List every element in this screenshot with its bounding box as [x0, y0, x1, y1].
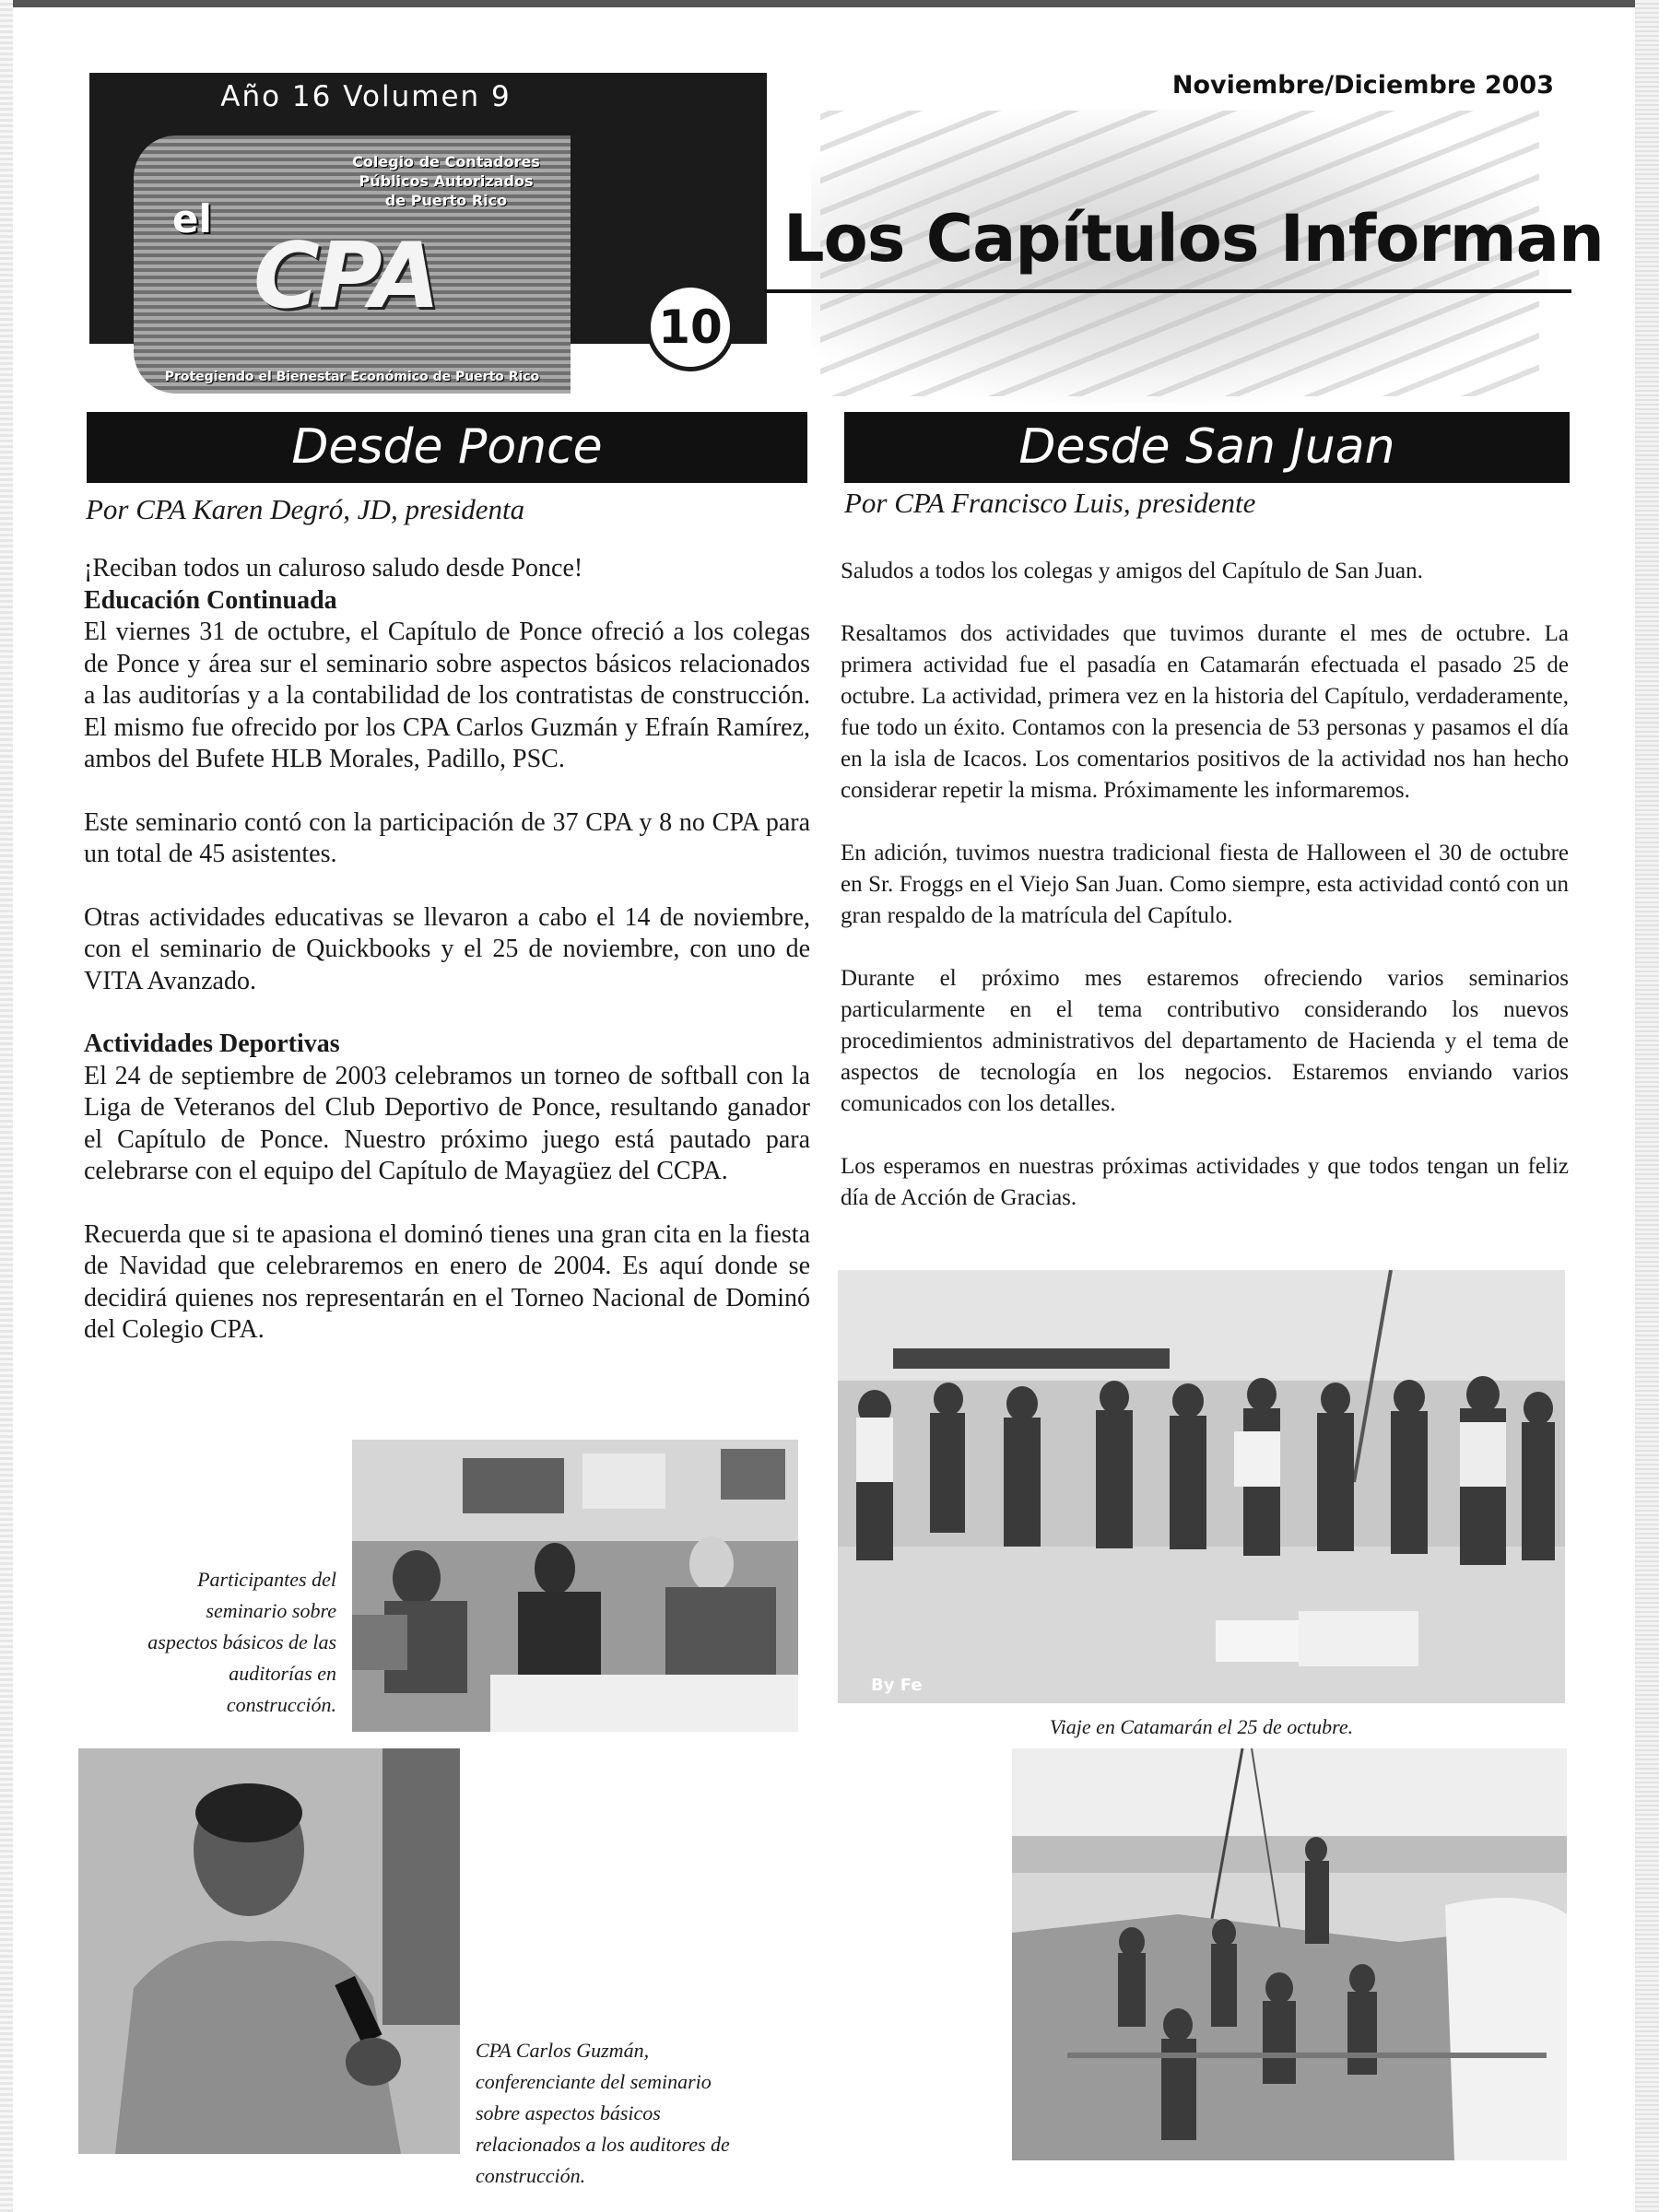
photo-credit: By Fe [871, 1676, 923, 1695]
logo-el: el [172, 196, 212, 241]
year-volume: Año 16 Volumen 9 [220, 80, 512, 113]
section-title: Los Capítulos Informan [783, 201, 1604, 276]
speaker-photo [78, 1748, 460, 2154]
masthead [89, 73, 767, 384]
subheading-deportivas: Actividades Deportivas [84, 1030, 340, 1058]
paragraph: Saludos a todos los colegas y amigos del Capítulo de San Juan. [841, 559, 1423, 583]
catamaran-deck-photo [1012, 1748, 1567, 2160]
paragraph: Durante el próximo mes estaremos ofreciendo varios seminarios particularmente en el tema contributivo considerando los nuevos procedimientos administrativos del departamento de Hacienda y el tema de aspectos de tecnología en los negocios. Estaremos enviando varios comunicados con los detalles. [841, 966, 1569, 1116]
logo-tagline: Protegiendo el Bienestar Económico de Puerto Rico [164, 370, 540, 384]
scan-top-edge [0, 0, 1659, 7]
subheading-educacion: Educación Continuada [84, 585, 337, 615]
paragraph: Resaltamos dos actividades que tuvimos durante el mes de octubre. La primera actividad fue el pasadía en Catamarán efectuada el pasado 25 de octubre. La actividad, primera vez en la historia del Capítulo, verdaderamente, fue todo un éxito. Contamos con la presencia de 53 personas y pasamos el día en la isla de Icacos. Los comentarios positivos de la actividad nos han hecho considerar repetir la misma. Próximamente les informaremos. [841, 621, 1569, 803]
org-line-1: Colegio de Contadores [352, 153, 540, 171]
paragraph: Otras actividades educativas se llevaron a cabo el 14 de noviembre, con el seminario de Quickbooks y el 25 de noviembre, con uno de VITA Avanzado. [84, 902, 810, 995]
issue-date: Noviembre/Diciembre 2003 [1171, 71, 1554, 100]
heading-desde-san-juan: Desde San Juan [844, 412, 1570, 483]
org-line-2: Públicos Autorizados [359, 172, 534, 190]
heading-desde-ponce: Desde Ponce [87, 412, 807, 483]
article-ponce [84, 553, 810, 1347]
page-number-badge: 10 [646, 283, 735, 371]
byline-ponce: Por CPA Karen Degró, JD, presidenta [86, 493, 525, 525]
org-line-3: de Puerto Rico [384, 192, 508, 209]
greeting: ¡Reciban todos un caluroso saludo desde Ponce! [84, 554, 583, 582]
scan-left-edge [0, 0, 13, 2212]
paragraph: El 24 de septiembre de 2003 celebramos un torneo de softball con la Liga de Veteranos del Club Deportivo de Ponce, resultando ganador el Capítulo de Ponce. Nuestro próximo juego está pautado para celebrarse con el equipo del Capítulo de Mayagüez del CCPA. [84, 1061, 810, 1185]
paragraph: Los esperamos en nuestras próximas actividades y que todos tengan un feliz día de Acción de Gracias. [841, 1154, 1569, 1210]
caption-catamaran-photo: Viaje en Catamarán el 25 de octubre. [1049, 1715, 1354, 1738]
paragraph: Este seminario contó con la participación de 37 CPA y 8 no CPA para un total de 45 asistentes. [84, 807, 810, 868]
scan-right-edge [1635, 0, 1659, 2212]
paragraph: Recuerda que si te apasiona el dominó tienes una gran cita en la fiesta de Navidad que celebraremos en enero de 2004. Es aquí donde se decidirá quienes nos representarán en el Torneo Nacional de Dominó del Colegio CPA. [84, 1219, 810, 1344]
byline-san-juan: Por CPA Francisco Luis, presidente [844, 487, 1256, 519]
paragraph: En adición, tuvimos nuestra tradicional fiesta de Halloween el 30 de octubre en Sr. Froggs en el Viejo San Juan. Como siempre, esta actividad contó con un gran respaldo de la matrícula del Capítulo. [841, 841, 1569, 928]
catamaran-group-photo [838, 1270, 1565, 1703]
paragraph: El viernes 31 de octubre, el Capítulo de Ponce ofreció a los colegas de Ponce y área sur el seminario sobre aspectos básicos relacionados a las auditorías y a la contabilidad de los contratistas de construcción. El mismo fue ofrecido por los CPA Carlos Guzmán y Efraín Ramírez, ambos del Bufete HLB Morales, Padillo, PSC. [84, 618, 810, 773]
article-san-juan [841, 556, 1569, 1214]
logo-org-name [331, 152, 561, 210]
title-rule [765, 289, 1571, 293]
caption-speaker-photo: CPA Carlos Guzmán, conferenciante del seminario sobre aspectos básicos relacionados a los auditores de construcción. [476, 2039, 730, 2187]
cpa-logo [134, 135, 571, 394]
logo-cpa: CPA [253, 224, 437, 329]
seminar-participants-photo [352, 1440, 798, 1732]
caption-seminar-photo: Participantes del seminario sobre aspectos básicos de las auditorías en construcción. [147, 1568, 336, 1716]
